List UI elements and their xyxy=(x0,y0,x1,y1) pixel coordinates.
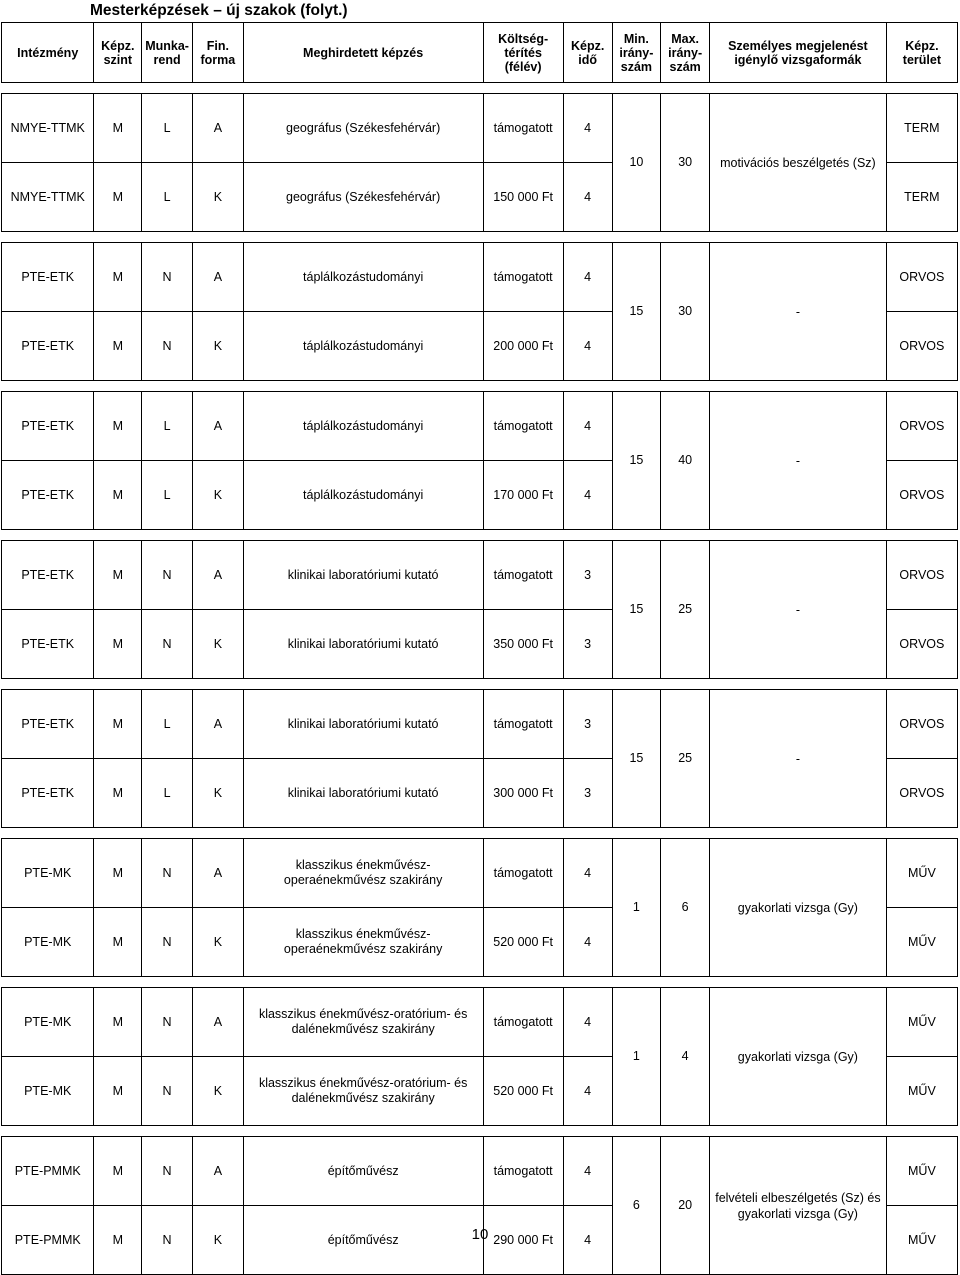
program-cell: építőművész xyxy=(243,1206,483,1275)
cost-cell: 200 000 Ft xyxy=(483,312,563,381)
col-header-work-mode: Munka-rend xyxy=(142,23,193,83)
col-header-level: Képz. szint xyxy=(94,23,142,83)
cost-cell: 300 000 Ft xyxy=(483,759,563,828)
area-cell: TERM xyxy=(886,163,957,232)
duration-cell: 4 xyxy=(563,1137,612,1206)
exam-cell: - xyxy=(710,392,887,530)
spacer-cell xyxy=(2,83,958,94)
table-row xyxy=(2,243,958,312)
cost-cell: támogatott xyxy=(483,94,563,163)
max-count-cell: 6 xyxy=(661,839,710,977)
program-cell: klasszikus énekművész-operaénekművész szakirány xyxy=(243,839,483,908)
area-cell: TERM xyxy=(886,94,957,163)
max-count-cell: 30 xyxy=(661,94,710,232)
spacer-cell xyxy=(2,1126,958,1137)
financing-cell: K xyxy=(192,908,243,977)
duration-cell: 4 xyxy=(563,461,612,530)
min-count-cell: 1 xyxy=(612,988,661,1126)
financing-cell: A xyxy=(192,541,243,610)
institution-cell: PTE-PMMK xyxy=(2,1206,94,1275)
duration-cell: 4 xyxy=(563,163,612,232)
area-cell: MŰV xyxy=(886,839,957,908)
level-cell: M xyxy=(94,610,142,679)
duration-cell: 4 xyxy=(563,1206,612,1275)
table-row xyxy=(2,690,958,759)
program-cell: építőművész xyxy=(243,1137,483,1206)
financing-cell: K xyxy=(192,1206,243,1275)
spacer-cell xyxy=(2,530,958,541)
work-mode-cell: L xyxy=(142,461,193,530)
cost-cell: támogatott xyxy=(483,541,563,610)
col-header-institution: Intézmény xyxy=(2,23,94,83)
work-mode-cell: N xyxy=(142,610,193,679)
financing-cell: A xyxy=(192,690,243,759)
work-mode-cell: N xyxy=(142,1057,193,1126)
financing-cell: A xyxy=(192,94,243,163)
level-cell: M xyxy=(94,312,142,381)
table-row xyxy=(2,392,958,461)
institution-cell: PTE-ETK xyxy=(2,610,94,679)
institution-cell: PTE-ETK xyxy=(2,243,94,312)
area-cell: MŰV xyxy=(886,1206,957,1275)
table-row xyxy=(2,1137,958,1206)
exam-cell: gyakorlati vizsga (Gy) xyxy=(710,988,887,1126)
programs-table xyxy=(1,22,958,1275)
group-spacer xyxy=(2,977,958,988)
institution-cell: PTE-MK xyxy=(2,988,94,1057)
duration-cell: 3 xyxy=(563,690,612,759)
program-cell: geográfus (Székesfehérvár) xyxy=(243,94,483,163)
min-count-cell: 15 xyxy=(612,690,661,828)
max-count-cell: 40 xyxy=(661,392,710,530)
area-cell: MŰV xyxy=(886,1137,957,1206)
area-cell: ORVOS xyxy=(886,461,957,530)
institution-cell: PTE-MK xyxy=(2,839,94,908)
group-spacer xyxy=(2,1126,958,1137)
exam-cell: - xyxy=(710,541,887,679)
institution-cell: PTE-ETK xyxy=(2,541,94,610)
level-cell: M xyxy=(94,988,142,1057)
col-header-duration: Képz. idő xyxy=(563,23,612,83)
level-cell: M xyxy=(94,541,142,610)
financing-cell: A xyxy=(192,392,243,461)
duration-cell: 4 xyxy=(563,908,612,977)
financing-cell: A xyxy=(192,1137,243,1206)
program-cell: klasszikus énekművész-operaénekművész szakirány xyxy=(243,908,483,977)
work-mode-cell: L xyxy=(142,94,193,163)
duration-cell: 4 xyxy=(563,243,612,312)
max-count-cell: 4 xyxy=(661,988,710,1126)
cost-cell: 170 000 Ft xyxy=(483,461,563,530)
work-mode-cell: L xyxy=(142,759,193,828)
duration-cell: 4 xyxy=(563,839,612,908)
duration-cell: 3 xyxy=(563,541,612,610)
duration-cell: 4 xyxy=(563,1057,612,1126)
work-mode-cell: N xyxy=(142,839,193,908)
cost-cell: támogatott xyxy=(483,392,563,461)
spacer-cell xyxy=(2,232,958,243)
work-mode-cell: N xyxy=(142,988,193,1057)
page-number: 10 xyxy=(471,1226,489,1243)
group-spacer xyxy=(2,232,958,243)
spacer-cell xyxy=(2,977,958,988)
spacer-cell xyxy=(2,828,958,839)
work-mode-cell: N xyxy=(142,312,193,381)
area-cell: ORVOS xyxy=(886,243,957,312)
spacer-cell xyxy=(2,381,958,392)
program-cell: klinikai laboratóriumi kutató xyxy=(243,610,483,679)
level-cell: M xyxy=(94,392,142,461)
work-mode-cell: N xyxy=(142,243,193,312)
min-count-cell: 10 xyxy=(612,94,661,232)
work-mode-cell: N xyxy=(142,908,193,977)
col-header-max: Max. irány-szám xyxy=(661,23,710,83)
program-cell: táplálkozástudományi xyxy=(243,312,483,381)
area-cell: ORVOS xyxy=(886,541,957,610)
level-cell: M xyxy=(94,163,142,232)
col-header-min: Min. irány-szám xyxy=(612,23,661,83)
col-header-financing: Fin. forma xyxy=(192,23,243,83)
program-cell: klasszikus énekművész-oratórium- és dalénekművész szakirány xyxy=(243,1057,483,1126)
group-spacer xyxy=(2,530,958,541)
group-spacer xyxy=(2,679,958,690)
group-spacer xyxy=(2,828,958,839)
duration-cell: 3 xyxy=(563,759,612,828)
group-spacer xyxy=(2,381,958,392)
program-cell: táplálkozástudományi xyxy=(243,461,483,530)
cost-cell: támogatott xyxy=(483,243,563,312)
cost-cell: 350 000 Ft xyxy=(483,610,563,679)
col-header-exam: Személyes megjelenést igénylő vizsgaformák xyxy=(710,23,887,83)
program-cell: klinikai laboratóriumi kutató xyxy=(243,541,483,610)
cost-cell: 290 000 Ft xyxy=(483,1206,563,1275)
financing-cell: A xyxy=(192,839,243,908)
cost-cell: támogatott xyxy=(483,690,563,759)
work-mode-cell: N xyxy=(142,541,193,610)
level-cell: M xyxy=(94,94,142,163)
table-row xyxy=(2,541,958,610)
col-header-program: Meghirdetett képzés xyxy=(243,23,483,83)
institution-cell: PTE-ETK xyxy=(2,392,94,461)
work-mode-cell: L xyxy=(142,690,193,759)
level-cell: M xyxy=(94,1057,142,1126)
program-cell: klasszikus énekművész-oratórium- és dalénekművész szakirány xyxy=(243,988,483,1057)
financing-cell: K xyxy=(192,610,243,679)
level-cell: M xyxy=(94,839,142,908)
institution-cell: PTE-MK xyxy=(2,908,94,977)
page-title: Mesterképzések – új szakok (folyt.) xyxy=(90,2,348,19)
group-spacer xyxy=(2,83,958,94)
institution-cell: PTE-MK xyxy=(2,1057,94,1126)
level-cell: M xyxy=(94,690,142,759)
min-count-cell: 15 xyxy=(612,541,661,679)
financing-cell: K xyxy=(192,461,243,530)
program-cell: klinikai laboratóriumi kutató xyxy=(243,759,483,828)
level-cell: M xyxy=(94,908,142,977)
area-cell: MŰV xyxy=(886,1057,957,1126)
exam-cell: gyakorlati vizsga (Gy) xyxy=(710,839,887,977)
spacer-cell xyxy=(2,679,958,690)
level-cell: M xyxy=(94,243,142,312)
exam-cell: - xyxy=(710,243,887,381)
table-body xyxy=(2,83,958,1275)
program-cell: táplálkozástudományi xyxy=(243,392,483,461)
cost-cell: 150 000 Ft xyxy=(483,163,563,232)
program-cell: geográfus (Székesfehérvár) xyxy=(243,163,483,232)
institution-cell: PTE-ETK xyxy=(2,312,94,381)
financing-cell: K xyxy=(192,759,243,828)
duration-cell: 4 xyxy=(563,94,612,163)
level-cell: M xyxy=(94,759,142,828)
area-cell: MŰV xyxy=(886,988,957,1057)
financing-cell: A xyxy=(192,988,243,1057)
cost-cell: 520 000 Ft xyxy=(483,908,563,977)
level-cell: M xyxy=(94,1206,142,1275)
exam-cell: felvételi elbeszélgetés (Sz) és gyakorlati vizsga (Gy) xyxy=(710,1137,887,1275)
min-count-cell: 1 xyxy=(612,839,661,977)
institution-cell: PTE-ETK xyxy=(2,461,94,530)
area-cell: ORVOS xyxy=(886,759,957,828)
level-cell: M xyxy=(94,1137,142,1206)
min-count-cell: 15 xyxy=(612,243,661,381)
max-count-cell: 20 xyxy=(661,1137,710,1275)
cost-cell: támogatott xyxy=(483,1137,563,1206)
max-count-cell: 30 xyxy=(661,243,710,381)
col-header-cost: Költség-térítés (félév) xyxy=(483,23,563,83)
institution-cell: PTE-PMMK xyxy=(2,1137,94,1206)
institution-cell: NMYE-TTMK xyxy=(2,163,94,232)
area-cell: ORVOS xyxy=(886,392,957,461)
cost-cell: támogatott xyxy=(483,988,563,1057)
work-mode-cell: L xyxy=(142,392,193,461)
level-cell: M xyxy=(94,461,142,530)
table-row xyxy=(2,839,958,908)
min-count-cell: 6 xyxy=(612,1137,661,1275)
cost-cell: támogatott xyxy=(483,839,563,908)
min-count-cell: 15 xyxy=(612,392,661,530)
area-cell: ORVOS xyxy=(886,690,957,759)
duration-cell: 4 xyxy=(563,312,612,381)
exam-cell: motivációs beszélgetés (Sz) xyxy=(710,94,887,232)
duration-cell: 4 xyxy=(563,392,612,461)
financing-cell: A xyxy=(192,243,243,312)
work-mode-cell: L xyxy=(142,163,193,232)
area-cell: ORVOS xyxy=(886,312,957,381)
institution-cell: PTE-ETK xyxy=(2,759,94,828)
table-row xyxy=(2,94,958,163)
duration-cell: 3 xyxy=(563,610,612,679)
area-cell: MŰV xyxy=(886,908,957,977)
program-cell: táplálkozástudományi xyxy=(243,243,483,312)
work-mode-cell: N xyxy=(142,1206,193,1275)
col-header-area: Képz. terület xyxy=(886,23,957,83)
financing-cell: K xyxy=(192,163,243,232)
work-mode-cell: N xyxy=(142,1137,193,1206)
table-header-row xyxy=(2,23,958,83)
program-cell: klinikai laboratóriumi kutató xyxy=(243,690,483,759)
max-count-cell: 25 xyxy=(661,690,710,828)
institution-cell: NMYE-TTMK xyxy=(2,94,94,163)
max-count-cell: 25 xyxy=(661,541,710,679)
financing-cell: K xyxy=(192,312,243,381)
table-row xyxy=(2,988,958,1057)
institution-cell: PTE-ETK xyxy=(2,690,94,759)
area-cell: ORVOS xyxy=(886,610,957,679)
duration-cell: 4 xyxy=(563,988,612,1057)
financing-cell: K xyxy=(192,1057,243,1126)
exam-cell: - xyxy=(710,690,887,828)
cost-cell: 520 000 Ft xyxy=(483,1057,563,1126)
